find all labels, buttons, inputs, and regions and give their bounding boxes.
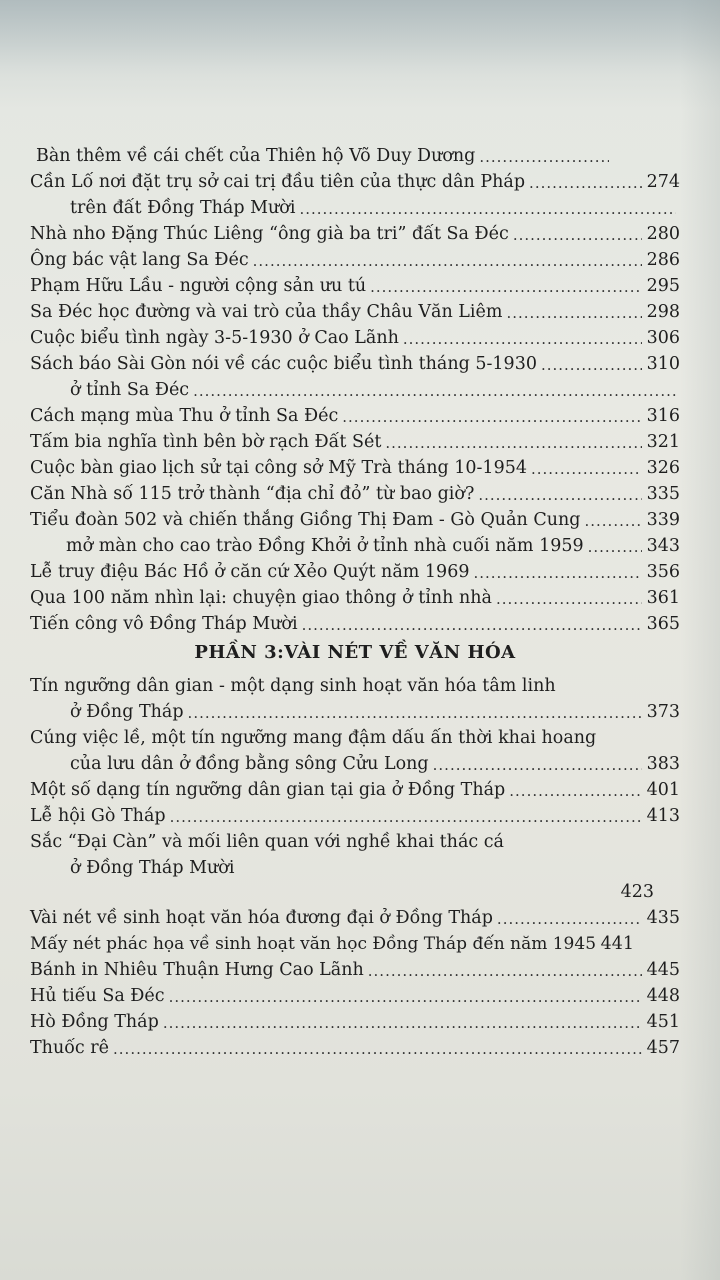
page-edge [680,0,720,1280]
toc-page-number: 361 [646,588,680,608]
leader-dots [584,512,642,530]
toc-page-number: 445 [646,960,680,980]
toc-page-number: 335 [646,484,680,504]
toc-entry [30,902,680,928]
toc-entry [30,400,680,426]
leader-dots [299,200,676,218]
leader-dots [163,1014,642,1032]
toc-page-number: 401 [646,780,680,800]
leader-dots [473,564,642,582]
toc-entry-title: ở tỉnh Sa Đéc [70,380,190,400]
toc-entry [30,244,680,270]
toc-entry-title: Tấm bia nghĩa tình bên bờ rạch Đất Sét [30,432,382,452]
toc-entry [30,322,680,348]
toc-entry [30,556,680,582]
toc-page-number: 356 [646,562,680,582]
toc-entry-title: Hò Đồng Tháp [30,1012,159,1032]
toc-entry [30,852,680,878]
toc-entry [30,980,680,1006]
toc-page-number: 448 [646,986,680,1006]
toc-entry [30,826,680,852]
toc-entry-title: Một số dạng tín ngưỡng dân gian tại gia ở Đồng Tháp [30,780,506,800]
toc-entry-title: Sách báo Sài Gòn nói về các cuộc biểu tình tháng 5-1930 [30,354,537,374]
toc-entry-title: Mấy nét phác họa về sinh hoạt văn học Đồng Tháp đến năm 1945 [30,934,597,954]
toc-entry-title: Tiểu đoàn 502 và chiến thắng Giồng Thị Đam - Gò Quản Cung [30,510,581,530]
toc-page-number: 343 [646,536,680,556]
toc-entry [30,696,680,722]
toc-entry [30,878,680,902]
leader-dots [433,756,642,774]
table-of-contents [30,140,680,1058]
toc-page-number: 280 [646,224,680,244]
toc-entry-title: Nhà nho Đặng Thúc Liêng “ông già ba tri” đất Sa Đéc [30,224,509,244]
toc-entry [30,478,680,504]
toc-entry-title: Lễ hội Gò Tháp [30,806,166,826]
page-shadow [0,0,720,110]
toc-entry [30,1032,680,1058]
toc-entry-title: Căn Nhà số 115 trở thành “địa chỉ đỏ” từ bao giờ? [30,484,475,504]
toc-page-number: 321 [646,432,680,452]
leader-dots [529,174,642,192]
toc-page-number: 339 [646,510,680,530]
toc-page-number: 310 [646,354,680,374]
toc-page-number: 451 [646,1012,680,1032]
leader-dots [513,226,642,244]
toc-entry [30,1006,680,1032]
toc-entry [36,140,680,166]
leader-dots [188,704,642,722]
leader-dots [302,616,642,634]
toc-entry-title: Cuộc biểu tình ngày 3-5-1930 ở Cao Lãnh [30,328,399,348]
leader-dots [509,782,642,800]
toc-page-number: 435 [646,908,680,928]
toc-entry [30,166,680,192]
toc-entry-title: Cách mạng mùa Thu ở tỉnh Sa Đéc [30,406,339,426]
leader-dots [385,434,642,452]
leader-dots [496,590,642,608]
toc-page-number: 383 [646,754,680,774]
toc-entry-title: Cần Lố nơi đặt trụ sở cai trị đầu tiên của thực dân Pháp [30,172,526,192]
toc-entry [30,670,680,696]
toc-entry [30,800,680,826]
toc-entry [30,530,680,556]
toc-page-number: 365 [646,614,680,634]
toc-entry [30,582,680,608]
toc-entry [30,608,680,634]
toc-page-number: 274 [646,172,680,192]
toc-page-number: 286 [646,250,680,270]
leader-dots [541,356,642,374]
toc-entry-title: Hủ tiếu Sa Đéc [30,986,165,1006]
toc-entry-title: Tín ngưỡng dân gian - một dạng sinh hoạt văn hóa tâm linh [30,676,556,696]
toc-entry-title: mở màn cho cao trào Đồng Khởi ở tỉnh nhà cuối năm 1959 [66,536,584,556]
toc-entry [30,774,680,800]
toc-page-number: 306 [646,328,680,348]
toc-entry-title: Cuộc bàn giao lịch sử tại công sở Mỹ Trà tháng 10-1954 [30,458,527,478]
toc-page-number: 316 [646,406,680,426]
toc-entry [30,348,680,374]
leader-dots [368,962,642,980]
leader-dots [253,252,642,270]
toc-entry-title: Vài nét về sinh hoạt văn hóa đương đại ở Đồng Tháp [30,908,493,928]
toc-entry [30,192,680,218]
leader-dots [370,278,642,296]
toc-page-number: 423 [620,882,654,902]
leader-dots [113,1040,642,1058]
toc-entry [30,426,680,452]
toc-entry-title: Cúng việc lề, một tín ngưỡng mang đậm dấu ấn thời khai hoang [30,728,597,748]
toc-entry-title: Tiến công vô Đồng Tháp Mười [30,614,298,634]
toc-entry-title: Sa Đéc học đường và vai trò của thầy Châu Văn Liêm [30,302,503,322]
toc-entry-title: Sắc “Đại Càn” và mối liên quan với nghề khai thác cá [30,832,504,852]
toc-entry [30,748,680,774]
toc-entry-title: của lưu dân ở đồng bằng sông Cửu Long [70,754,429,774]
leader-dots [342,408,642,426]
leader-dots [479,148,609,166]
toc-page-number: 326 [646,458,680,478]
toc-page-number: 413 [646,806,680,826]
toc-entry-title: Ông bác vật lang Sa Đéc [30,250,249,270]
leader-dots [169,988,642,1006]
toc-page-number: 373 [646,702,680,722]
toc-entry-title: Bàn thêm về cái chết của Thiên hộ Võ Duy Dương [36,146,476,166]
toc-entry [30,504,680,530]
leader-dots [497,910,642,928]
toc-entry-title: Qua 100 năm nhìn lại: chuyện giao thông ở tỉnh nhà [30,588,492,608]
leader-dots [478,486,642,504]
toc-entry-title: trên đất Đồng Tháp Mười [70,198,296,218]
toc-entry [30,270,680,296]
toc-entry [30,928,680,954]
leader-dots [403,330,642,348]
toc-entry-title: Lễ truy điệu Bác Hồ ở căn cứ Xẻo Quýt năm 1969 [30,562,470,582]
toc-page-number: 441 [600,934,635,954]
toc-page-number: 295 [646,276,680,296]
toc-entry [30,722,680,748]
leader-dots [193,382,676,400]
toc-page-number: 457 [646,1038,680,1058]
leader-dots [531,460,642,478]
toc-entry [30,374,680,400]
toc-entry [30,296,680,322]
toc-entry [30,452,680,478]
section-heading: PHẦN 3:VÀI NÉT VỀ VĂN HÓA [194,642,516,663]
toc-entry-title: Bánh in Nhiêu Thuận Hưng Cao Lãnh [30,960,364,980]
toc-entry-title: Thuốc rê [30,1038,110,1058]
leader-dots [588,538,642,556]
toc-entry [30,954,680,980]
toc-entry-title: ở Đồng Tháp [70,702,184,722]
leader-dots [170,808,642,826]
toc-entry-title: ở Đồng Tháp Mười [70,858,235,878]
toc-entry [30,218,680,244]
toc-entry-title: Phạm Hữu Lầu - người cộng sản ưu tú [30,276,367,296]
toc-page-number: 298 [646,302,680,322]
leader-dots [506,304,642,322]
